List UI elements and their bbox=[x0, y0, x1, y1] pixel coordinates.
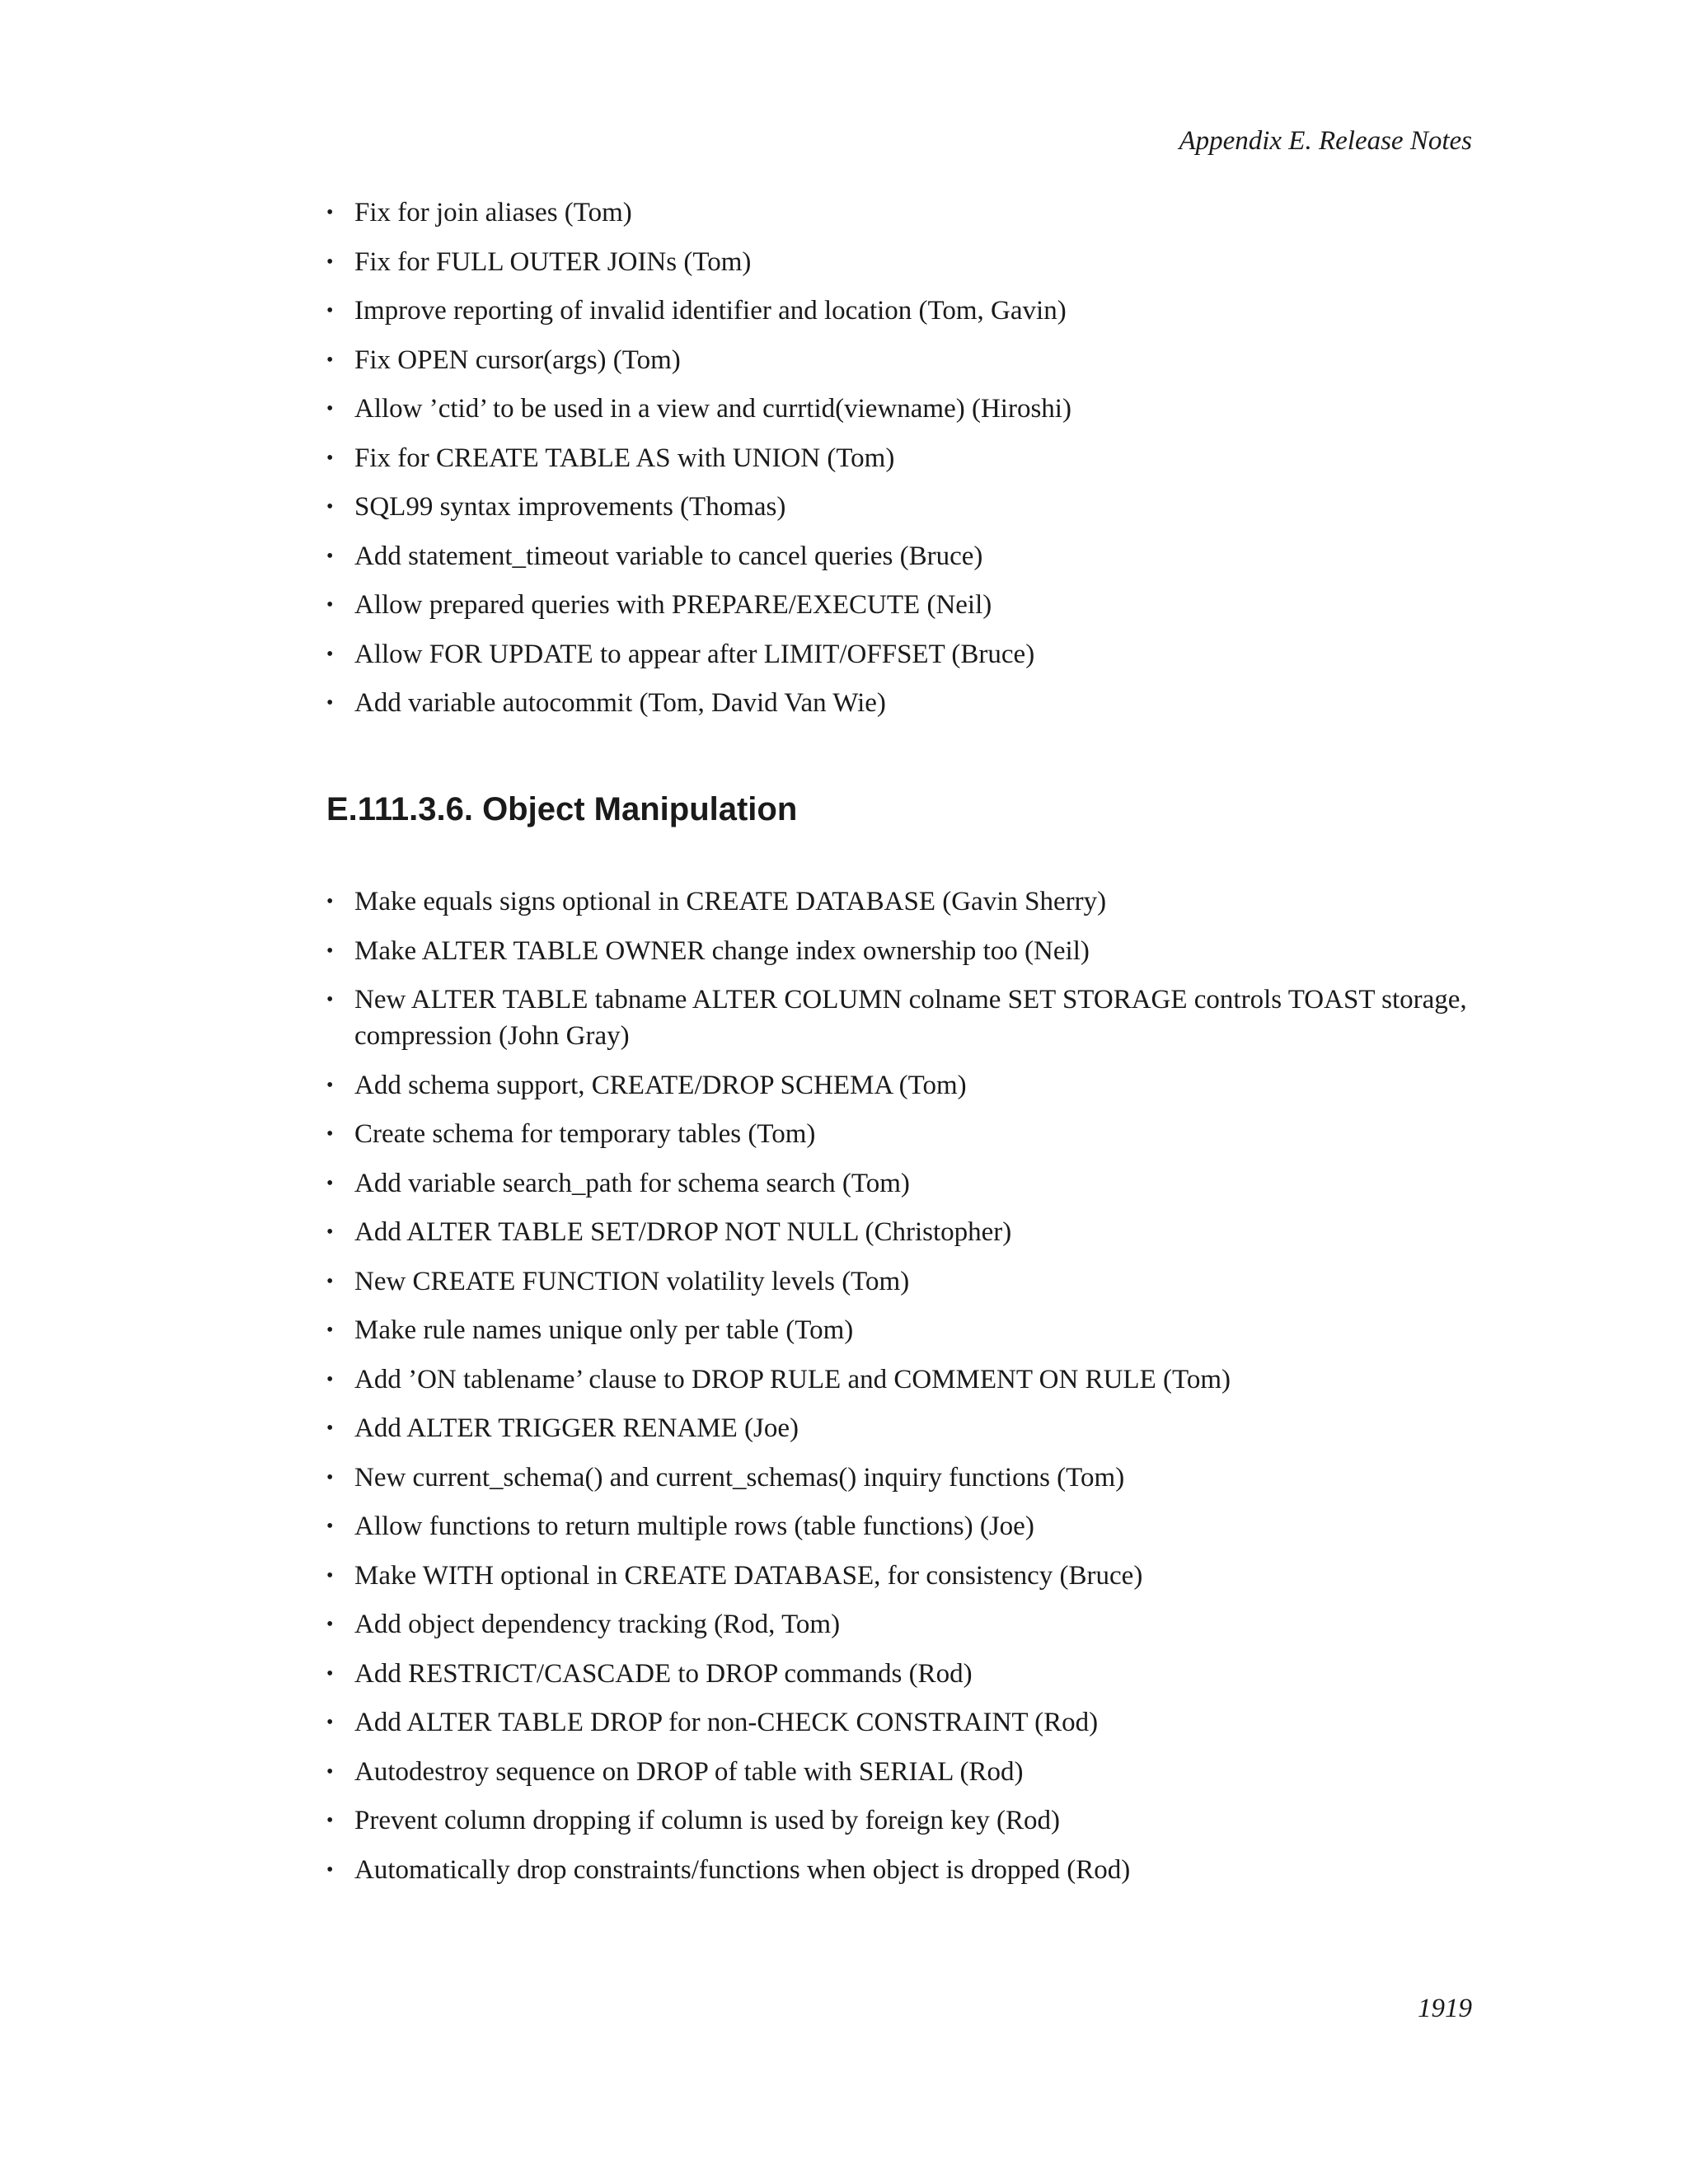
list-item-text: Add RESTRICT/CASCADE to DROP commands (Rod) bbox=[354, 1658, 973, 1689]
list-item bbox=[326, 1852, 1480, 1888]
list-item-text: Allow functions to return multiple rows (table functions) (Joe) bbox=[354, 1511, 1034, 1541]
list-item bbox=[326, 1508, 1480, 1544]
release-notes-list bbox=[326, 194, 1480, 734]
bullet-icon: • bbox=[326, 496, 334, 518]
bullet-icon: • bbox=[326, 398, 334, 419]
list-item-text: New CREATE FUNCTION volatility levels (Tom) bbox=[354, 1266, 910, 1296]
list-item bbox=[326, 587, 1480, 623]
list-item bbox=[326, 342, 1480, 378]
list-item-text: Make equals signs optional in CREATE DATABASE (Gavin Sherry) bbox=[354, 887, 1107, 916]
list-item-text: Add ’ON tablename’ clause to DROP RULE and COMMENT ON RULE (Tom) bbox=[354, 1364, 1231, 1394]
list-item bbox=[326, 293, 1480, 329]
list-item-text: Allow ’ctid’ to be used in a view and currtid(viewname) (Hiroshi) bbox=[354, 394, 1071, 424]
list-item-text: New current_schema() and current_schemas() inquiry functions (Tom) bbox=[354, 1462, 1125, 1493]
list-item bbox=[326, 883, 1480, 920]
list-item-text: Fix for CREATE TABLE AS with UNION (Tom) bbox=[354, 443, 895, 473]
list-item bbox=[326, 440, 1480, 476]
object-manipulation-list bbox=[326, 883, 1480, 1900]
bullet-icon: • bbox=[326, 251, 334, 273]
list-item bbox=[326, 1116, 1480, 1152]
list-item-text: Fix OPEN cursor(args) (Tom) bbox=[354, 344, 681, 375]
section-heading: E.111.3.6. Object Manipulation bbox=[326, 791, 798, 827]
list-item-text: Allow FOR UPDATE to appear after LIMIT/OFFSET (Bruce) bbox=[354, 639, 1035, 669]
list-item bbox=[326, 1067, 1480, 1104]
list-item bbox=[326, 1165, 1480, 1202]
list-item-text: Add schema support, CREATE/DROP SCHEMA (Tom) bbox=[354, 1070, 967, 1100]
bullet-icon: • bbox=[326, 1172, 334, 1194]
bullet-icon: • bbox=[326, 1123, 334, 1145]
bullet-icon: • bbox=[326, 989, 334, 1010]
list-item-text: SQL99 syntax improvements (Thomas) bbox=[354, 492, 786, 522]
bullet-icon: • bbox=[326, 1418, 334, 1439]
bullet-icon: • bbox=[326, 692, 334, 714]
list-item-text: Fix for join aliases (Tom) bbox=[354, 198, 632, 227]
list-item bbox=[326, 1606, 1480, 1643]
list-item bbox=[326, 1214, 1480, 1250]
bullet-icon: • bbox=[326, 1712, 334, 1733]
bullet-icon: • bbox=[326, 891, 334, 912]
list-item-text: Make rule names unique only per table (Tom) bbox=[354, 1315, 854, 1345]
bullet-icon: • bbox=[326, 643, 334, 665]
list-item bbox=[326, 1704, 1480, 1741]
list-item-text: Add ALTER TABLE DROP for non-CHECK CONSTRAINT (Rod) bbox=[354, 1708, 1099, 1737]
list-item-text: Autodestroy sequence on DROP of table with SERIAL (Rod) bbox=[354, 1756, 1024, 1787]
page-number: 1919 bbox=[1418, 1994, 1472, 2023]
bullet-icon: • bbox=[326, 1319, 334, 1341]
bullet-icon: • bbox=[326, 1221, 334, 1243]
list-item bbox=[326, 1802, 1480, 1839]
list-item bbox=[326, 1361, 1480, 1398]
list-item-text: Add variable search_path for schema search (Tom) bbox=[354, 1168, 910, 1198]
list-item bbox=[326, 1312, 1480, 1348]
list-item-text: Add ALTER TABLE SET/DROP NOT NULL (Christopher) bbox=[354, 1217, 1012, 1247]
bullet-icon: • bbox=[326, 447, 334, 469]
bullet-icon: • bbox=[326, 1516, 334, 1537]
list-item bbox=[326, 982, 1480, 1054]
bullet-icon: • bbox=[326, 1760, 334, 1783]
list-item bbox=[326, 1558, 1480, 1594]
bullet-icon: • bbox=[326, 349, 334, 371]
bullet-icon: • bbox=[326, 1614, 334, 1635]
list-item-text: Add object dependency tracking (Rod, Tom) bbox=[354, 1610, 841, 1639]
bullet-icon: • bbox=[326, 300, 334, 321]
bullet-icon: • bbox=[326, 1858, 334, 1881]
bullet-icon: • bbox=[326, 1466, 334, 1488]
list-item-text: Prevent column dropping if column is used by foreign key (Rod) bbox=[354, 1806, 1061, 1835]
running-header: Appendix E. Release Notes bbox=[1179, 126, 1472, 156]
list-item bbox=[326, 194, 1480, 231]
list-item bbox=[326, 244, 1480, 280]
list-item-text: Make ALTER TABLE OWNER change index ownership too (Neil) bbox=[354, 935, 1090, 966]
list-item bbox=[326, 1460, 1480, 1496]
list-item-text: Add statement_timeout variable to cancel queries (Bruce) bbox=[354, 541, 983, 571]
list-item bbox=[326, 489, 1480, 525]
bullet-icon: • bbox=[326, 1270, 334, 1292]
bullet-icon: • bbox=[326, 1810, 334, 1831]
list-item bbox=[326, 933, 1480, 969]
bullet-icon: • bbox=[326, 1662, 334, 1685]
list-item-text: Allow prepared queries with PREPARE/EXECUTE (Neil) bbox=[354, 590, 992, 620]
list-item-text: Create schema for temporary tables (Tom) bbox=[354, 1119, 816, 1149]
bullet-icon: • bbox=[326, 940, 334, 962]
bullet-icon: • bbox=[326, 1074, 334, 1096]
list-item-text: New ALTER TABLE tabname ALTER COLUMN colname SET STORAGE controls TOAST storage, compression (John Gray) bbox=[354, 985, 1467, 1051]
list-item-text: Automatically drop constraints/functions when object is dropped (Rod) bbox=[354, 1854, 1131, 1885]
list-item bbox=[326, 391, 1480, 427]
list-item bbox=[326, 1410, 1480, 1446]
bullet-icon: • bbox=[326, 202, 334, 223]
list-item bbox=[326, 636, 1480, 673]
list-item bbox=[326, 1263, 1480, 1300]
list-item-text: Make WITH optional in CREATE DATABASE, for consistency (Bruce) bbox=[354, 1560, 1143, 1591]
list-item-text: Add variable autocommit (Tom, David Van Wie) bbox=[354, 688, 886, 718]
bullet-icon: • bbox=[326, 1368, 334, 1390]
list-item bbox=[326, 1754, 1480, 1790]
list-item bbox=[326, 685, 1480, 721]
bullet-icon: • bbox=[326, 594, 334, 616]
list-item bbox=[326, 1656, 1480, 1692]
bullet-icon: • bbox=[326, 545, 334, 567]
list-item bbox=[326, 538, 1480, 574]
bullet-icon: • bbox=[326, 1564, 334, 1586]
list-item-text: Improve reporting of invalid identifier and location (Tom, Gavin) bbox=[354, 296, 1067, 326]
list-item-text: Fix for FULL OUTER JOINs (Tom) bbox=[354, 246, 752, 277]
list-item-text: Add ALTER TRIGGER RENAME (Joe) bbox=[354, 1413, 799, 1443]
